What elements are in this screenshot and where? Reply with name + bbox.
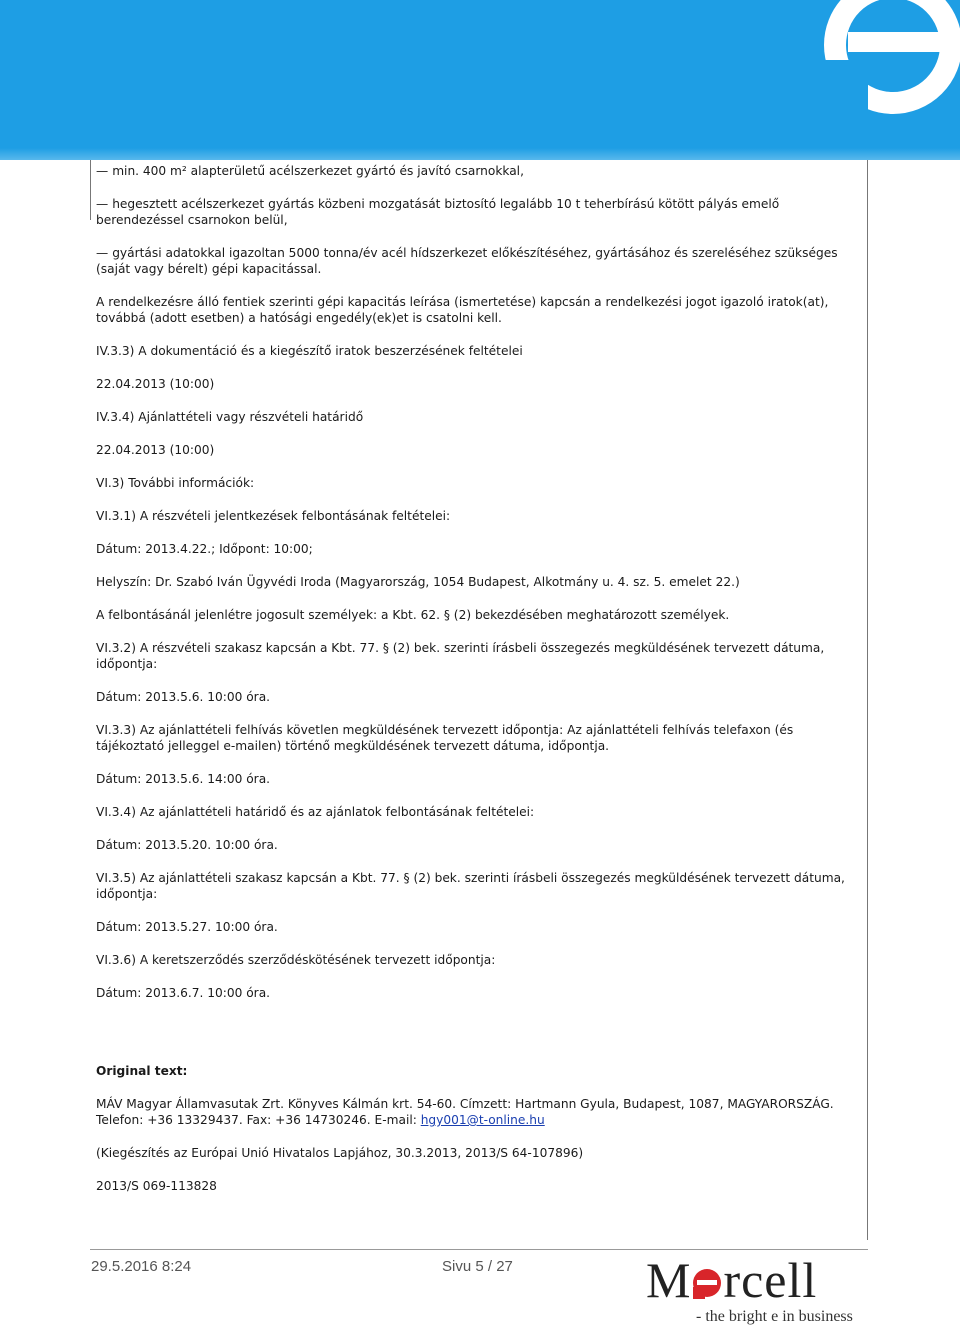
email-link[interactable]: hgy001@t-online.hu	[420, 1113, 545, 1127]
document-body	[96, 163, 864, 1211]
section-heading-vi34: VI.3.4) Az ajánlattételi határidő és az ajánlatok felbontásának feltételei:	[96, 805, 535, 819]
footer-page-number: Sivu 5 / 27	[442, 1258, 513, 1275]
date-value-vi32: Dátum: 2013.5.6. 10:00 óra.	[96, 690, 271, 704]
date-value-vi31: Dátum: 2013.4.22.; Időpont: 10:00;	[96, 542, 313, 556]
brand-name	[646, 1252, 817, 1308]
contact-details: MÁV Magyar Államvasutak Zrt. Könyves Kálmán krt. 54-60. Címzett: Hartmann Gyula, Budapest, 1087, MAGYARORSZÁG. Telefon: +36 13329437. Fax: +36 14730246. E-mail:	[96, 1097, 834, 1127]
stylized-e-logo-icon	[818, 0, 960, 120]
dash-marker: —	[96, 197, 109, 211]
paragraph-capacity	[96, 245, 864, 277]
date-value-vi35: Dátum: 2013.5.27. 10:00 óra.	[96, 920, 278, 934]
section-heading-vi33: VI.3.3) Az ajánlattételi felhívás követlen megküldésének tervezett időpontja: Az ajánlattételi felhívás telefaxon (és tájékoztató jelleggel e-mailen) történő megküldésének tervezett dátuma, időpontja.	[96, 723, 794, 753]
marcell-brand-logo	[640, 1250, 870, 1329]
paragraph-crane	[96, 196, 864, 228]
paragraph-text: min. 400 m² alapterületű acélszerkezet gyártó és javító csarnokkal,	[112, 164, 524, 178]
section-heading-vi35: VI.3.5) Az ajánlattételi szakasz kapcsán a Kbt. 77. § (2) bek. szerinti írásbeli összegezés megküldésének tervezett dátuma, időpontja:	[96, 871, 845, 901]
brand-name-end: rcell	[723, 1252, 818, 1308]
section-heading-iv34: IV.3.4) Ajánlattételi vagy részvételi határidő	[96, 410, 364, 424]
frame-left-rule	[90, 160, 91, 220]
date-value-vi33: Dátum: 2013.5.6. 14:00 óra.	[96, 772, 271, 786]
date-value-iv33: 22.04.2013 (10:00)	[96, 377, 215, 391]
section-heading-vi32: VI.3.2) A részvételi szakasz kapcsán a Kbt. 77. § (2) bek. szerinti írásbeli összegezés megküldésének tervezett dátuma, időpontja:	[96, 641, 825, 671]
header-banner	[0, 0, 960, 160]
supplement-reference: (Kiegészítés az Európai Unió Hivatalos Lapjához, 30.3.2013, 2013/S 64-107896)	[96, 1146, 584, 1160]
date-value-vi34: Dátum: 2013.5.20. 10:00 óra.	[96, 838, 278, 852]
paragraph-text: gyártási adatokkal igazoltan 5000 tonna/év acél hídszerkezet előkészítéséhez, gyártásához és szereléséhez szükséges (saját vagy bérelt) gépi kapacitással.	[96, 246, 838, 276]
frame-right-rule	[867, 160, 868, 1240]
date-value-iv34: 22.04.2013 (10:00)	[96, 443, 215, 457]
attendees-text: A felbontásánál jelenlétre jogosult személyek: a Kbt. 62. § (2) bekezdésében meghatározott személyek.	[96, 608, 730, 622]
paragraph-machine-description: A rendelkezésre álló fentiek szerinti gépi kapacitás leírása (ismertetése) kapcsán a rendelkezési jogot igazoló iratok(at), továbbá (adott esetben) a hatósági engedély(ek)et is csatolni kell.	[96, 295, 829, 325]
notice-number: 2013/S 069-113828	[96, 1179, 217, 1193]
date-value-vi36: Dátum: 2013.6.7. 10:00 óra.	[96, 986, 271, 1000]
venue-text: Helyszín: Dr. Szabó Iván Ügyvédi Iroda (Magyarország, 1054 Budapest, Alkotmány u. 4. sz. 5. emelet 22.)	[96, 575, 740, 589]
section-heading-vi3: VI.3) További információk:	[96, 476, 255, 490]
section-spacer	[96, 1018, 864, 1063]
brand-name-start: M	[646, 1252, 692, 1308]
footer-date: 29.5.2016 8:24	[91, 1258, 192, 1275]
header-shade	[0, 148, 960, 160]
original-text-label: Original text:	[96, 1064, 188, 1078]
paragraph-manufacture-hall	[96, 163, 864, 179]
red-e-logo-icon	[691, 1256, 723, 1296]
section-heading-vi31: VI.3.1) A részvételi jelentkezések felbontásának feltételei:	[96, 509, 451, 523]
brand-tagline: - the bright e in business	[696, 1308, 853, 1325]
paragraph-text: hegesztett acélszerkezet gyártás közbeni mozgatását biztosító legalább 10 t teherbírású kötött pályás emelő berendezéssel csarnokon belül,	[96, 197, 780, 227]
section-heading-iv33: IV.3.3) A dokumentáció és a kiegészítő iratok beszerzésének feltételei	[96, 344, 523, 358]
dash-marker: —	[96, 164, 109, 178]
dash-marker: —	[96, 246, 109, 260]
section-heading-vi36: VI.3.6) A keretszerződés szerződéskötésének tervezett időpontja:	[96, 953, 496, 967]
contact-text	[96, 1096, 864, 1128]
